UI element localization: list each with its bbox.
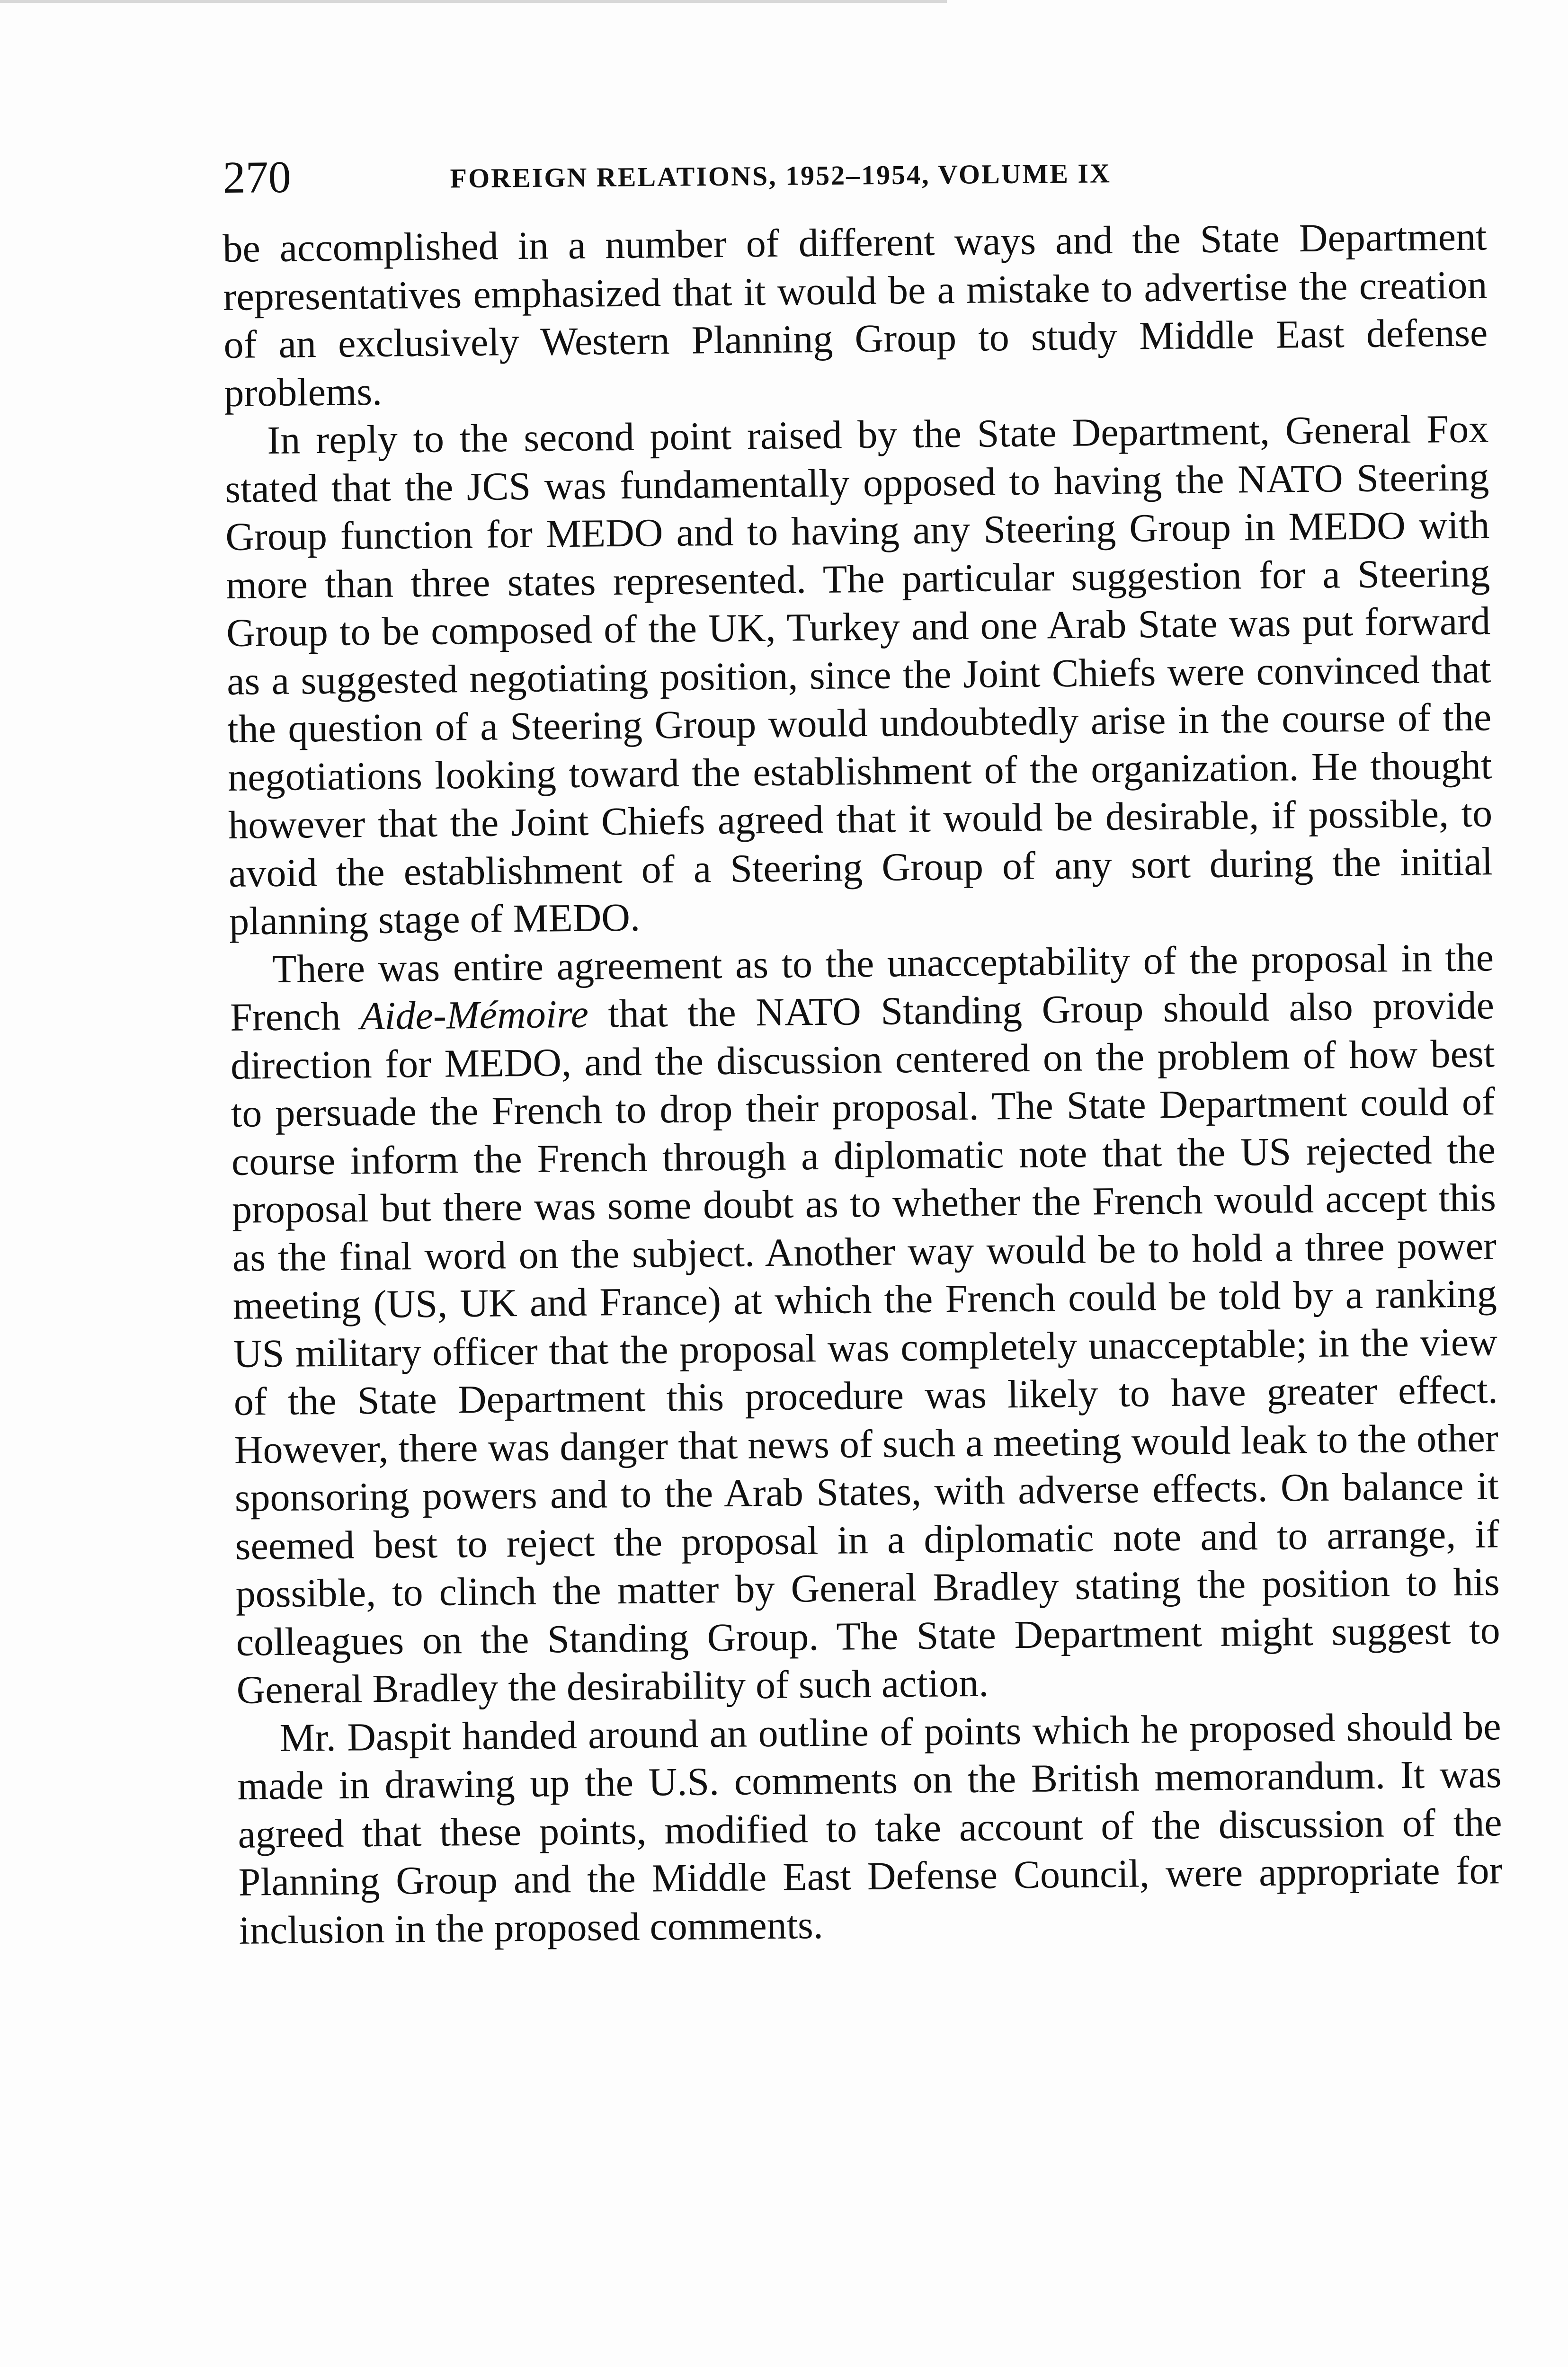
aide-memoire-italic: Aide-Mémoire <box>360 992 589 1039</box>
paragraph-1: be accomplished in a number of different ways and the State Department representatives emphasized that it would be a mistake to advertise the creation of an exclusively Western Planning Group to study Middle East defense problems. <box>223 214 1488 415</box>
paragraph-3-part-1: There was entire agreement as to the unacceptability of the proposal in the French <box>230 935 1494 1040</box>
paragraph-3-part-2: that the NATO Standing Group should also provide direction for MEDO, and the discussion centered on the problem of how best to persuade the French to drop their proposal. The State Department could of course inform the French through a diplomatic note that the US rejected the proposal but there was some doubt as to whether the French would accept this as the final word on the subject. Another way would be to hold a three power meeting (US, UK and France) at which the French could be told by a ranking US military officer that the proposal was completely unacceptable; in the view of the State Department this procedure was likely to have greater effect. However, there was danger that news of such a meeting would leak to the other sponsoring powers and to the Arab States, with adverse effects. On balance it seemed best to reject the proposal in a diplomatic note and to arrange, if possible, to clinch the matter by General Bradley stating the position to his colleagues on the Standing Group. The State Department might suggest to General Bradley the desirability of such action. <box>230 983 1501 1712</box>
body-text <box>223 213 1503 1954</box>
running-head: FOREIGN RELATIONS, 1952–1954, VOLUME IX <box>450 158 1112 194</box>
page-header <box>223 132 1501 208</box>
scan-edge-divider <box>0 0 947 3</box>
page-number: 270 <box>223 151 292 203</box>
paragraph-3 <box>230 934 1501 1715</box>
paragraph-2: In reply to the second point raised by the State Department, General Fox stated that the JCS was fundamentally opposed to having the NATO Steering Group function for MEDO and to having any Steering Group in MEDO with more than three states represented. The particular suggestion for a Steering Group to be composed of the UK, Turkey and one Arab State was put forward as a suggested negotiating position, since the Joint Chiefs were convinced that the question of a Steering Group would undoubtedly arise in the course of the negotiations looking toward the establishment of the organization. He thought however that the Joint Chiefs agreed that it would be desirable, if possible, to avoid the establishment of a Steering Group of any sort during the initial planning stage of MEDO. <box>224 407 1493 943</box>
paragraph-4: Mr. Daspit handed around an outline of points which he proposed should be made in drawing up the U.S. comments on the British memorandum. It was agreed that these points, modified to take account of the discussion of the Planning Group and the Middle East Defense Council, were appropriate for inclusion in the proposed comments. <box>237 1704 1503 1953</box>
